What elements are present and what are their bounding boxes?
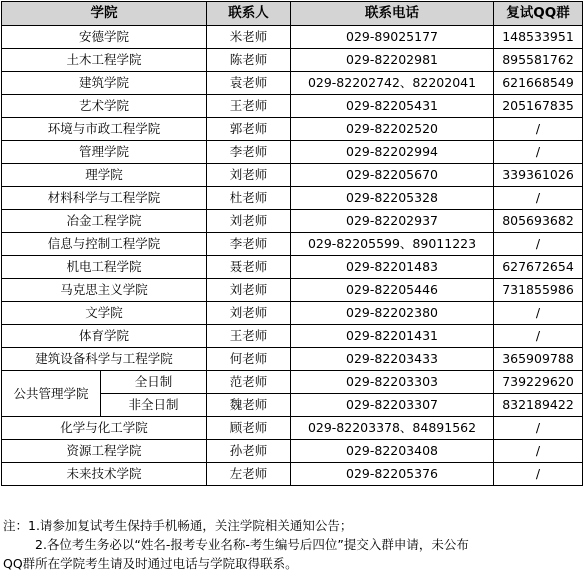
- phone-cell: 029-82203307: [291, 394, 494, 417]
- table-row: [2, 463, 583, 486]
- qq-cell: /: [494, 440, 583, 463]
- phone-cell: 029-82203303: [291, 371, 494, 394]
- college-cell: 冶金工程学院: [2, 210, 207, 233]
- contact-cell: 刘老师: [207, 279, 291, 302]
- phone-cell: 029-89025177: [291, 26, 494, 49]
- table-row: [2, 26, 583, 49]
- phone-cell: 029-82205328: [291, 187, 494, 210]
- qq-cell: 627672654: [494, 256, 583, 279]
- qq-cell: 365909788: [494, 348, 583, 371]
- contact-cell: 袁老师: [207, 72, 291, 95]
- contact-cell: 左老师: [207, 463, 291, 486]
- table-row: [2, 49, 583, 72]
- study-mode-cell: 非全日制: [101, 394, 207, 417]
- college-cell: 马克思主义学院: [2, 279, 207, 302]
- qq-cell: 339361026: [494, 164, 583, 187]
- qq-cell: 731855986: [494, 279, 583, 302]
- note-line-3: QQ群所在学院考生请及时通过电话与学院取得联系。: [3, 556, 298, 571]
- college-cell: 艺术学院: [2, 95, 207, 118]
- header-qq: 复试QQ群: [494, 2, 583, 26]
- table-row: [2, 187, 583, 210]
- table-body: [2, 26, 583, 486]
- phone-cell: 029-82205446: [291, 279, 494, 302]
- qq-cell: /: [494, 463, 583, 486]
- contact-cell: 顾老师: [207, 417, 291, 440]
- table-header-row: [2, 2, 583, 26]
- contact-cell: 刘老师: [207, 302, 291, 325]
- phone-cell: 029-82205376: [291, 463, 494, 486]
- qq-cell: 148533951: [494, 26, 583, 49]
- qq-cell: /: [494, 325, 583, 348]
- table-row: [2, 417, 583, 440]
- college-cell: 未来技术学院: [2, 463, 207, 486]
- contact-cell: 陈老师: [207, 49, 291, 72]
- college-cell: 环境与市政工程学院: [2, 118, 207, 141]
- contact-cell: 王老师: [207, 325, 291, 348]
- contact-cell: 刘老师: [207, 164, 291, 187]
- contact-cell: 何老师: [207, 348, 291, 371]
- qq-cell: 805693682: [494, 210, 583, 233]
- table-row: [2, 440, 583, 463]
- college-cell: 建筑学院: [2, 72, 207, 95]
- table-row: [2, 371, 583, 394]
- qq-cell: /: [494, 233, 583, 256]
- header-phone: 联系电话: [291, 2, 494, 26]
- phone-cell: 029-82202981: [291, 49, 494, 72]
- college-cell: 资源工程学院: [2, 440, 207, 463]
- phone-cell: 029-82202742、82202041: [291, 72, 494, 95]
- college-cell: 管理学院: [2, 141, 207, 164]
- qq-cell: /: [494, 417, 583, 440]
- table-row: [2, 72, 583, 95]
- phone-cell: 029-82202380: [291, 302, 494, 325]
- contact-cell: 米老师: [207, 26, 291, 49]
- table-row: [2, 95, 583, 118]
- college-cell: 文学院: [2, 302, 207, 325]
- college-cell: 化学与化工学院: [2, 417, 207, 440]
- qq-cell: 739229620: [494, 371, 583, 394]
- contact-cell: 魏老师: [207, 394, 291, 417]
- note-line-1: 注：1.请参加复试考生保持手机畅通，关注学院相关通知公告；: [3, 518, 353, 533]
- phone-cell: 029-82202994: [291, 141, 494, 164]
- phone-cell: 029-82205431: [291, 95, 494, 118]
- table-row: [2, 164, 583, 187]
- contact-cell: 李老师: [207, 233, 291, 256]
- header-contact: 联系人: [207, 2, 291, 26]
- qq-cell: 832189422: [494, 394, 583, 417]
- table-row: [2, 325, 583, 348]
- header-college: 学院: [2, 2, 207, 26]
- phone-cell: 029-82201483: [291, 256, 494, 279]
- qq-cell: /: [494, 118, 583, 141]
- table-row: [2, 210, 583, 233]
- notes: [3, 516, 579, 573]
- study-mode-cell: 全日制: [101, 371, 207, 394]
- contact-cell: 刘老师: [207, 210, 291, 233]
- table-row: [2, 118, 583, 141]
- contact-cell: 李老师: [207, 141, 291, 164]
- college-cell: 机电工程学院: [2, 256, 207, 279]
- qq-cell: /: [494, 187, 583, 210]
- note-line-2: 2.各位考生务必以“姓名-报考专业名称-考生编号后四位”提交入群申请，未公布: [35, 537, 469, 552]
- qq-cell: 621668549: [494, 72, 583, 95]
- college-cell: 公共管理学院: [2, 371, 101, 417]
- contact-cell: 范老师: [207, 371, 291, 394]
- table-row: [2, 233, 583, 256]
- phone-cell: 029-82202520: [291, 118, 494, 141]
- contact-cell: 孙老师: [207, 440, 291, 463]
- phone-cell: 029-82205599、89011223: [291, 233, 494, 256]
- college-cell: 信息与控制工程学院: [2, 233, 207, 256]
- phone-cell: 029-82203378、84891562: [291, 417, 494, 440]
- college-cell: 材料科学与工程学院: [2, 187, 207, 210]
- phone-cell: 029-82202937: [291, 210, 494, 233]
- qq-cell: 895581762: [494, 49, 583, 72]
- contact-cell: 王老师: [207, 95, 291, 118]
- qq-cell: /: [494, 141, 583, 164]
- phone-cell: 029-82201431: [291, 325, 494, 348]
- phone-cell: 029-82203433: [291, 348, 494, 371]
- qq-cell: /: [494, 302, 583, 325]
- table-row: [2, 141, 583, 164]
- contact-cell: 杜老师: [207, 187, 291, 210]
- contact-cell: 聂老师: [207, 256, 291, 279]
- college-cell: 建筑设备科学与工程学院: [2, 348, 207, 371]
- college-cell: 体育学院: [2, 325, 207, 348]
- college-cell: 土木工程学院: [2, 49, 207, 72]
- college-cell: 安德学院: [2, 26, 207, 49]
- table-row: [2, 302, 583, 325]
- table-row: [2, 279, 583, 302]
- phone-cell: 029-82203408: [291, 440, 494, 463]
- phone-cell: 029-82205670: [291, 164, 494, 187]
- table-row: [2, 348, 583, 371]
- qq-cell: 205167835: [494, 95, 583, 118]
- table-row: [2, 256, 583, 279]
- contact-cell: 郭老师: [207, 118, 291, 141]
- contact-table: [1, 1, 583, 486]
- college-cell: 理学院: [2, 164, 207, 187]
